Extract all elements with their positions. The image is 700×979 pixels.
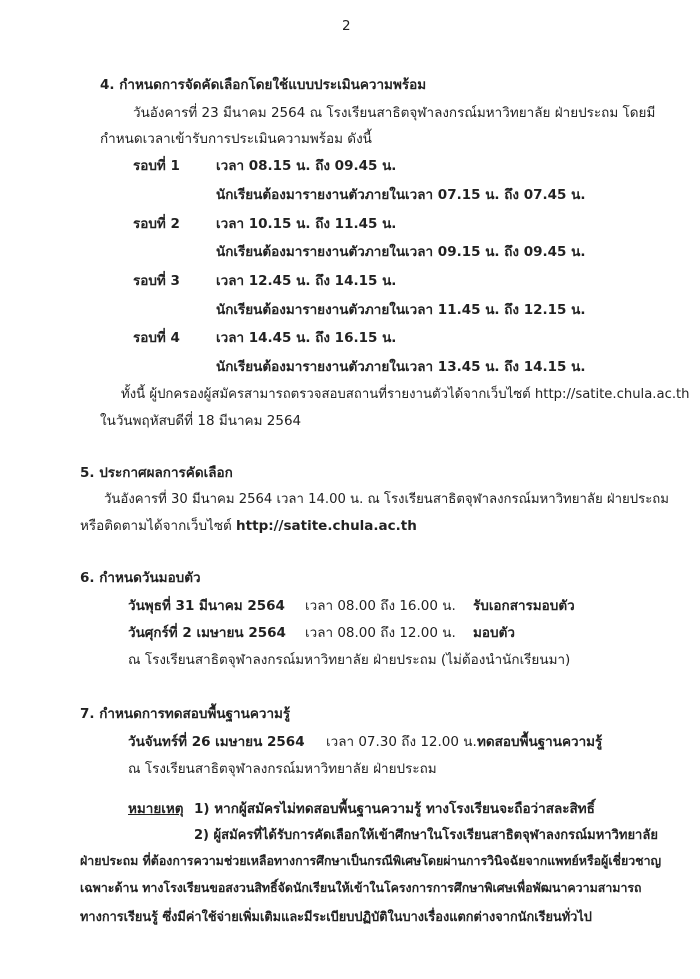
- test-task: ทดสอบพื้นฐานความรู้: [477, 734, 603, 750]
- satite-website-link[interactable]: http://satite.chula.ac.th: [236, 518, 417, 534]
- handover-2-time: เวลา 08.00 ถึง 12.00 น.: [305, 625, 456, 641]
- round-2-label: รอบที่ 2: [133, 216, 180, 232]
- section-5-line2: [80, 514, 417, 536]
- round-2-report: นักเรียนต้องมารายงานตัวภายในเวลา 09.15 น. ถึง 09.45 น.: [216, 244, 586, 260]
- section-4-note-line1: ทั้งนี้ ผู้ปกครองผู้สมัครสามารถตรวจสอบสถานที่รายงานตัวได้จากเว็บไซต์ http://satite.chula.ac.th: [121, 387, 690, 402]
- round-4-time: เวลา 14.45 น. ถึง 16.15 น.: [216, 330, 397, 346]
- round-3-report: นักเรียนต้องมารายงานตัวภายในเวลา 11.45 น. ถึง 12.15 น.: [216, 302, 586, 318]
- section-5-line1: วันอังคารที่ 30 มีนาคม 2564 เวลา 14.00 น. ณ โรงเรียนสาธิตจุฬาลงกรณ์มหาวิทยาลัย ฝ่ายประถม: [104, 492, 669, 507]
- section-5-heading: 5. ประกาศผลการคัดเลือก: [80, 465, 233, 481]
- page-number: 2: [342, 18, 351, 34]
- section-6-heading: 6. กำหนดวันมอบตัว: [80, 570, 201, 586]
- section-4-intro-line2: กำหนดเวลาเข้ารับการประเมินความพร้อม ดังนี้: [100, 131, 372, 147]
- round-1-time: เวลา 08.15 น. ถึง 09.45 น.: [216, 158, 397, 174]
- remark-item-2-line2: ฝ่ายประถม ที่ต้องการความช่วยเหลือทางการศึกษาเป็นกรณีพิเศษโดยผ่านการวินิจฉัยจากแพทย์หรือผู้เชี่ยวชาญ: [80, 853, 662, 868]
- round-3-label: รอบที่ 3: [133, 273, 180, 289]
- section-6-location: ณ โรงเรียนสาธิตจุฬาลงกรณ์มหาวิทยาลัย ฝ่ายประถม (ไม่ต้องนำนักเรียนมา): [128, 652, 571, 668]
- section-4-note-line2: ในวันพฤหัสบดีที่ 18 มีนาคม 2564: [100, 413, 302, 429]
- test-time: เวลา 07.30 ถึง 12.00 น.: [326, 734, 477, 750]
- handover-2-task: มอบตัว: [473, 625, 515, 641]
- handover-1-time: เวลา 08.00 ถึง 16.00 น.: [305, 598, 456, 614]
- section-7-heading: 7. กำหนดการทดสอบพื้นฐานความรู้: [80, 706, 291, 722]
- round-3-time: เวลา 12.45 น. ถึง 14.15 น.: [216, 273, 397, 289]
- round-4-report: นักเรียนต้องมารายงานตัวภายในเวลา 13.45 น. ถึง 14.15 น.: [216, 359, 586, 375]
- section-5-line2-prefix: หรือติดตามได้จากเว็บไซต์: [80, 518, 232, 534]
- test-date: วันจันทร์ที่ 26 เมษายน 2564: [128, 734, 305, 750]
- remarks-label: หมายเหตุ: [128, 801, 184, 817]
- round-1-label: รอบที่ 1: [133, 158, 180, 174]
- handover-1-task: รับเอกสารมอบตัว: [473, 598, 575, 614]
- round-4-label: รอบที่ 4: [133, 330, 180, 346]
- handover-2-date: วันศุกร์ที่ 2 เมษายน 2564: [128, 625, 286, 641]
- section-7-location: ณ โรงเรียนสาธิตจุฬาลงกรณ์มหาวิทยาลัย ฝ่ายประถม: [128, 761, 437, 777]
- round-1-report: นักเรียนต้องมารายงานตัวภายในเวลา 07.15 น. ถึง 07.45 น.: [216, 187, 586, 203]
- remark-item-2-line1: 2) ผู้สมัครที่ได้รับการคัดเลือกให้เข้าศึกษาในโรงเรียนสาธิตจุฬาลงกรณ์มหาวิทยาลัย: [194, 828, 658, 843]
- remark-item-1: 1) หากผู้สมัครไม่ทดสอบพื้นฐานความรู้ ทางโรงเรียนจะถือว่าสละสิทธิ์: [194, 801, 595, 817]
- remark-item-2-line4: ทางการเรียนรู้ ซึ่งมีค่าใช้จ่ายเพิ่มเติมและมีระเบียบปฏิบัติในบางเรื่องแตกต่างจากนักเรียนทั่วไป: [80, 910, 592, 925]
- remark-item-2-line3: เฉพาะด้าน ทางโรงเรียนขอสงวนสิทธิ์จัดนักเรียนให้เข้าในโครงการการศึกษาพิเศษเพื่อพัฒนาความสามารถ: [80, 880, 642, 895]
- section-4-heading: 4. กำหนดการจัดคัดเลือกโดยใช้แบบประเมินความพร้อม: [100, 77, 427, 93]
- section-4-intro-line1: วันอังคารที่ 23 มีนาคม 2564 ณ โรงเรียนสาธิตจุฬาลงกรณ์มหาวิทยาลัย ฝ่ายประถม โดยมี: [133, 105, 656, 121]
- round-2-time: เวลา 10.15 น. ถึง 11.45 น.: [216, 216, 397, 232]
- handover-1-date: วันพุธที่ 31 มีนาคม 2564: [128, 598, 285, 614]
